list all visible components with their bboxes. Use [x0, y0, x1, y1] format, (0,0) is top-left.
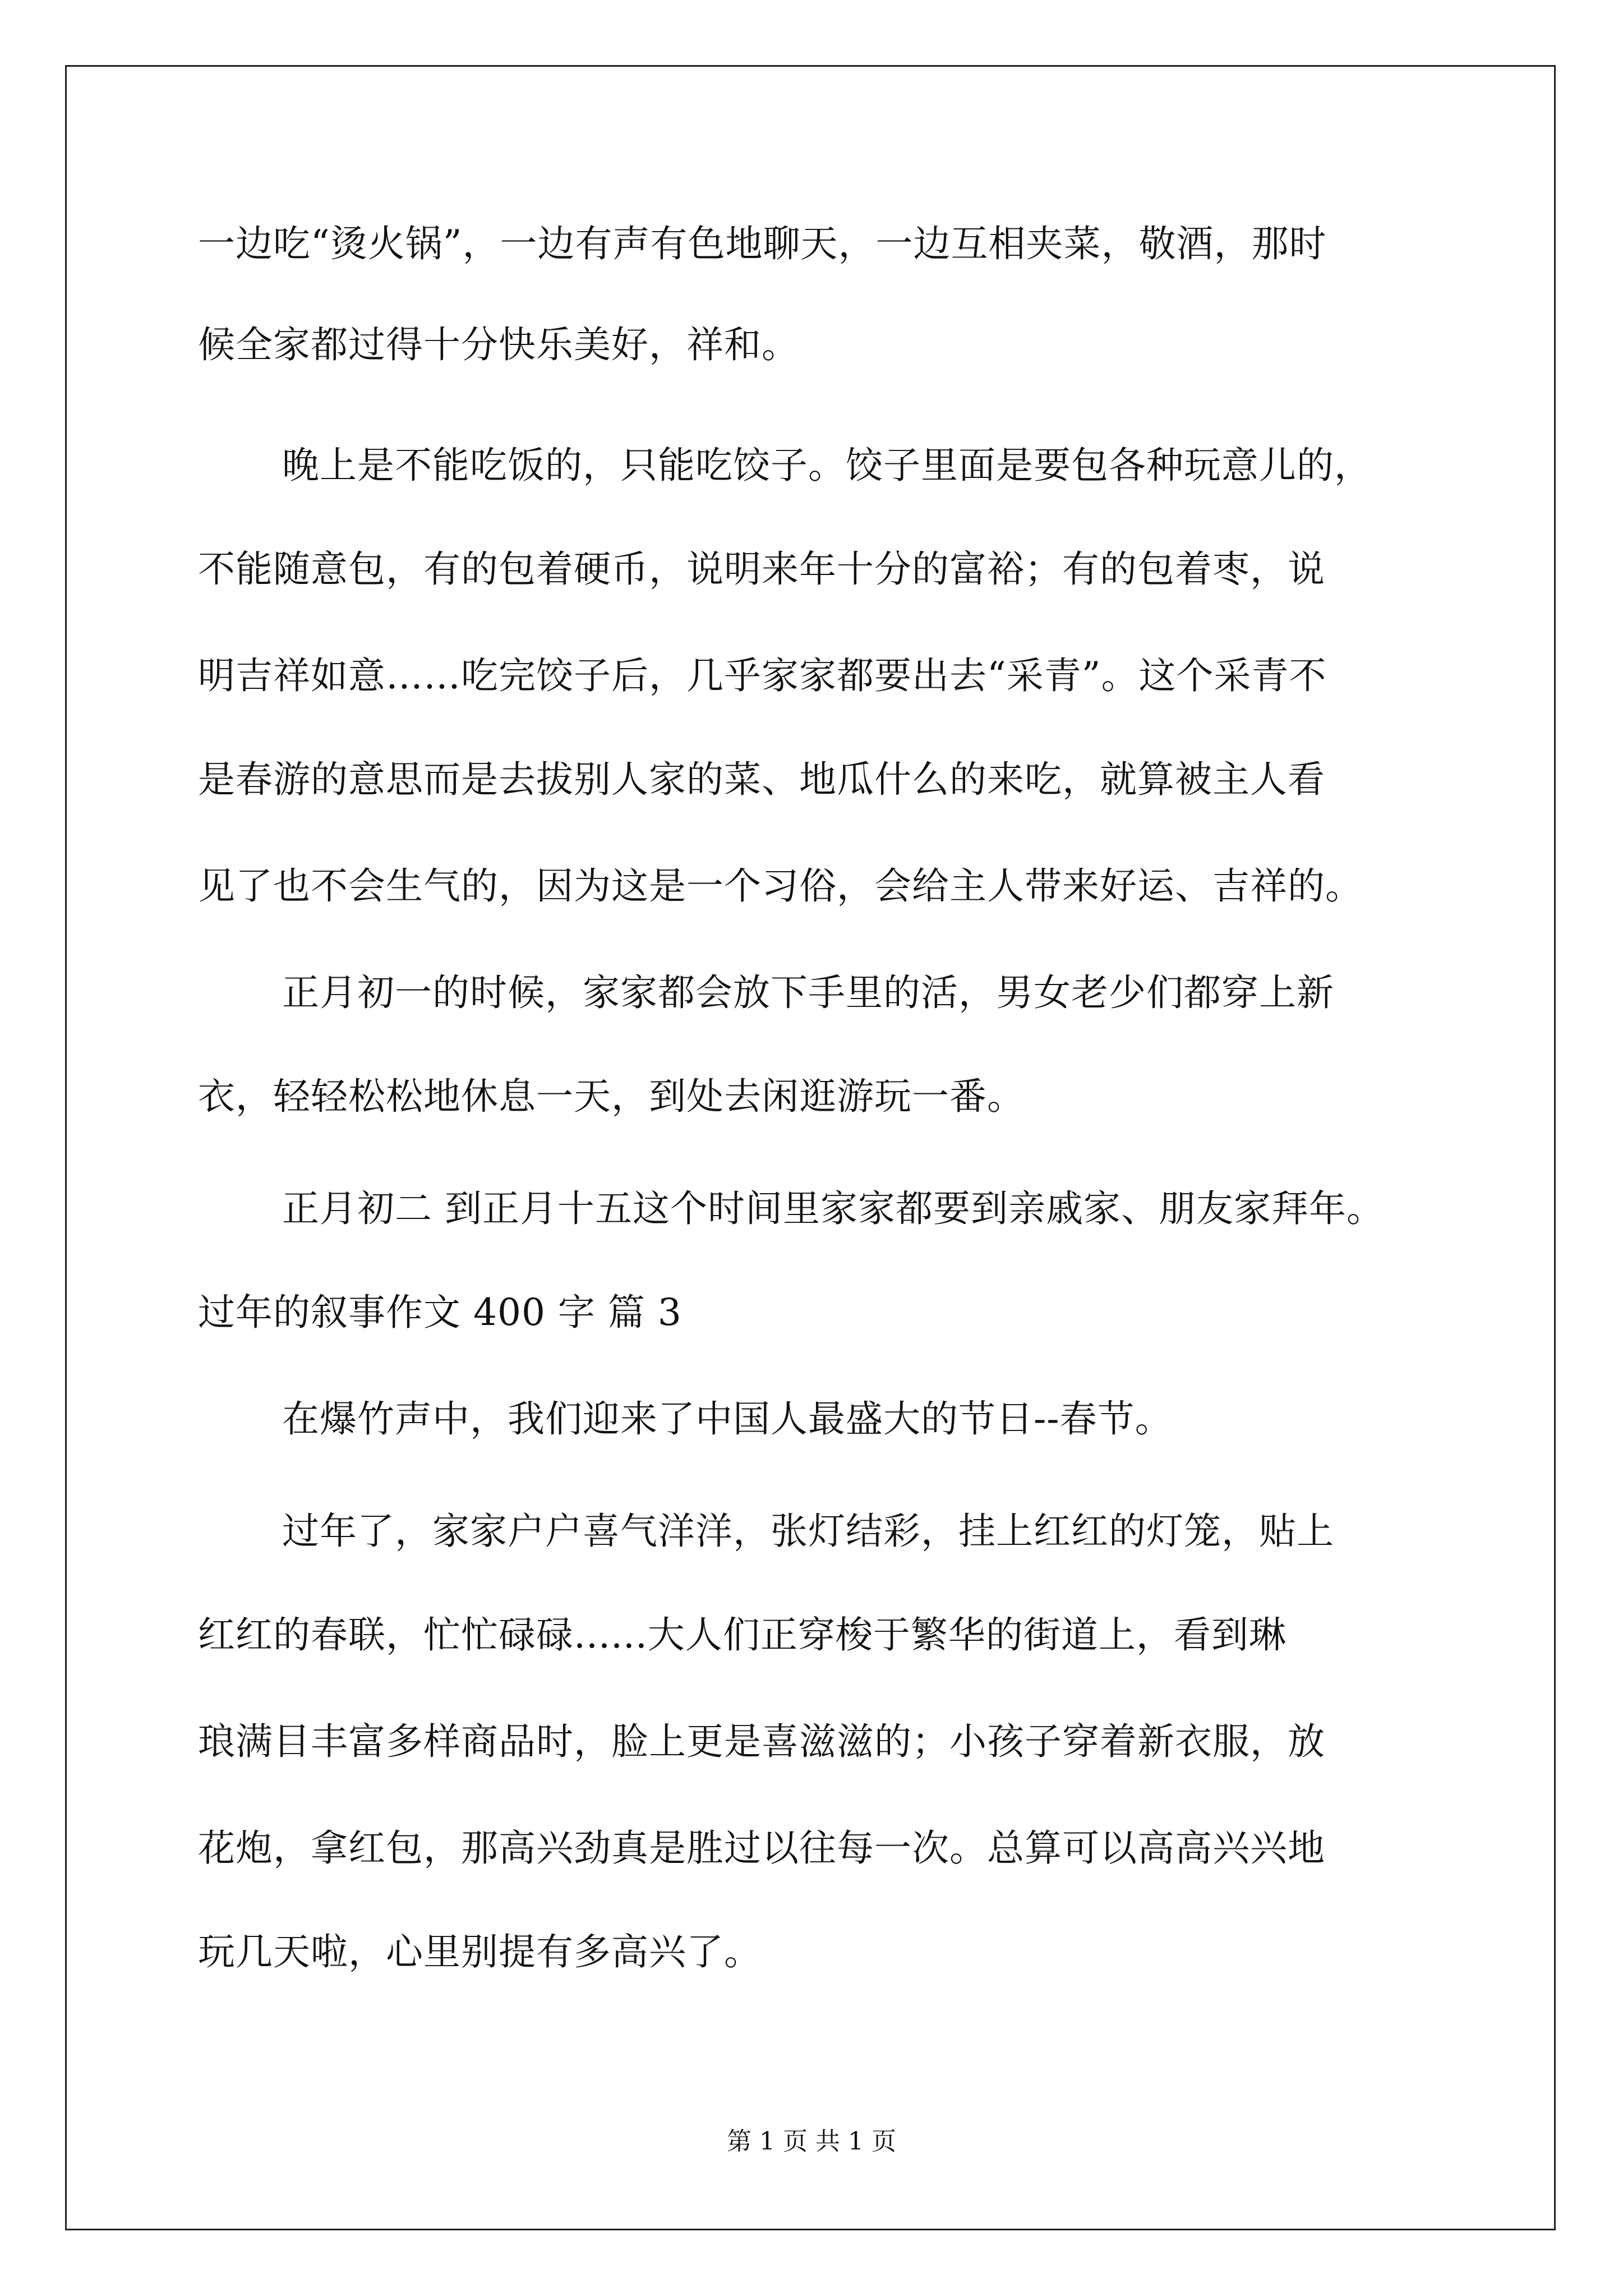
text-line: 玩几天啦，心里别提有多高兴了。 [198, 1930, 762, 1973]
section-heading: 过年的叙事作文 400 字 篇 3 [198, 1291, 682, 1334]
text-line: 衣，轻轻松松地休息一天，到处去闲逛游玩一番。 [198, 1075, 1025, 1118]
paragraph-start-line: 晚上是不能吃饭的，只能吃饺子。饺子里面是要包各种玩意儿的， [282, 444, 1372, 487]
text-line: 不能随意包，有的包着硬币，说明来年十分的富裕；有的包着枣，说 [198, 547, 1325, 591]
text-line: 是春游的意思而是去拔别人家的菜、地瓜什么的来吃，就算被主人看 [198, 758, 1325, 801]
text-line: 花炮，拿红包，那高兴劲真是胜过以往每一次。总算可以高高兴兴地 [198, 1826, 1325, 1870]
paragraph-start-line: 在爆竹声中，我们迎来了中国人最盛大的节日--春节。 [282, 1397, 1173, 1441]
page-number-footer: 第 1 页 共 1 页 [727, 2127, 896, 2156]
text-line: 红红的春联，忙忙碌碌......大人们正穿梭于繁华的街道上，看到琳 [198, 1613, 1287, 1657]
paragraph-start-line: 正月初二 到正月十五这个时间里家家都要到亲戚家、朋友家拜年。 [282, 1187, 1384, 1230]
text-line: 琅满目丰富多样商品时，脸上更是喜滋滋的；小孩子穿着新衣服，放 [198, 1720, 1325, 1763]
page-border [65, 65, 1556, 2230]
paragraph-start-line: 正月初一的时候，家家都会放下手里的活，男女老少们都穿上新 [282, 971, 1334, 1014]
text-line: 候全家都过得十分快乐美好，祥和。 [198, 323, 799, 366]
paragraph-start-line: 过年了，家家户户喜气洋洋，张灯结彩，挂上红红的灯笼，贴上 [282, 1510, 1334, 1553]
text-line: 见了也不会生气的，因为这是一个习俗，会给主人带来好运、吉祥的。 [198, 864, 1363, 908]
text-line: 明吉祥如意……吃完饺子后，几乎家家都要出去“采青”。这个采青不 [198, 654, 1327, 697]
text-line: 一边吃“烫火锅”，一边有声有色地聊天，一边互相夹菜，敬酒，那时 [198, 222, 1327, 265]
